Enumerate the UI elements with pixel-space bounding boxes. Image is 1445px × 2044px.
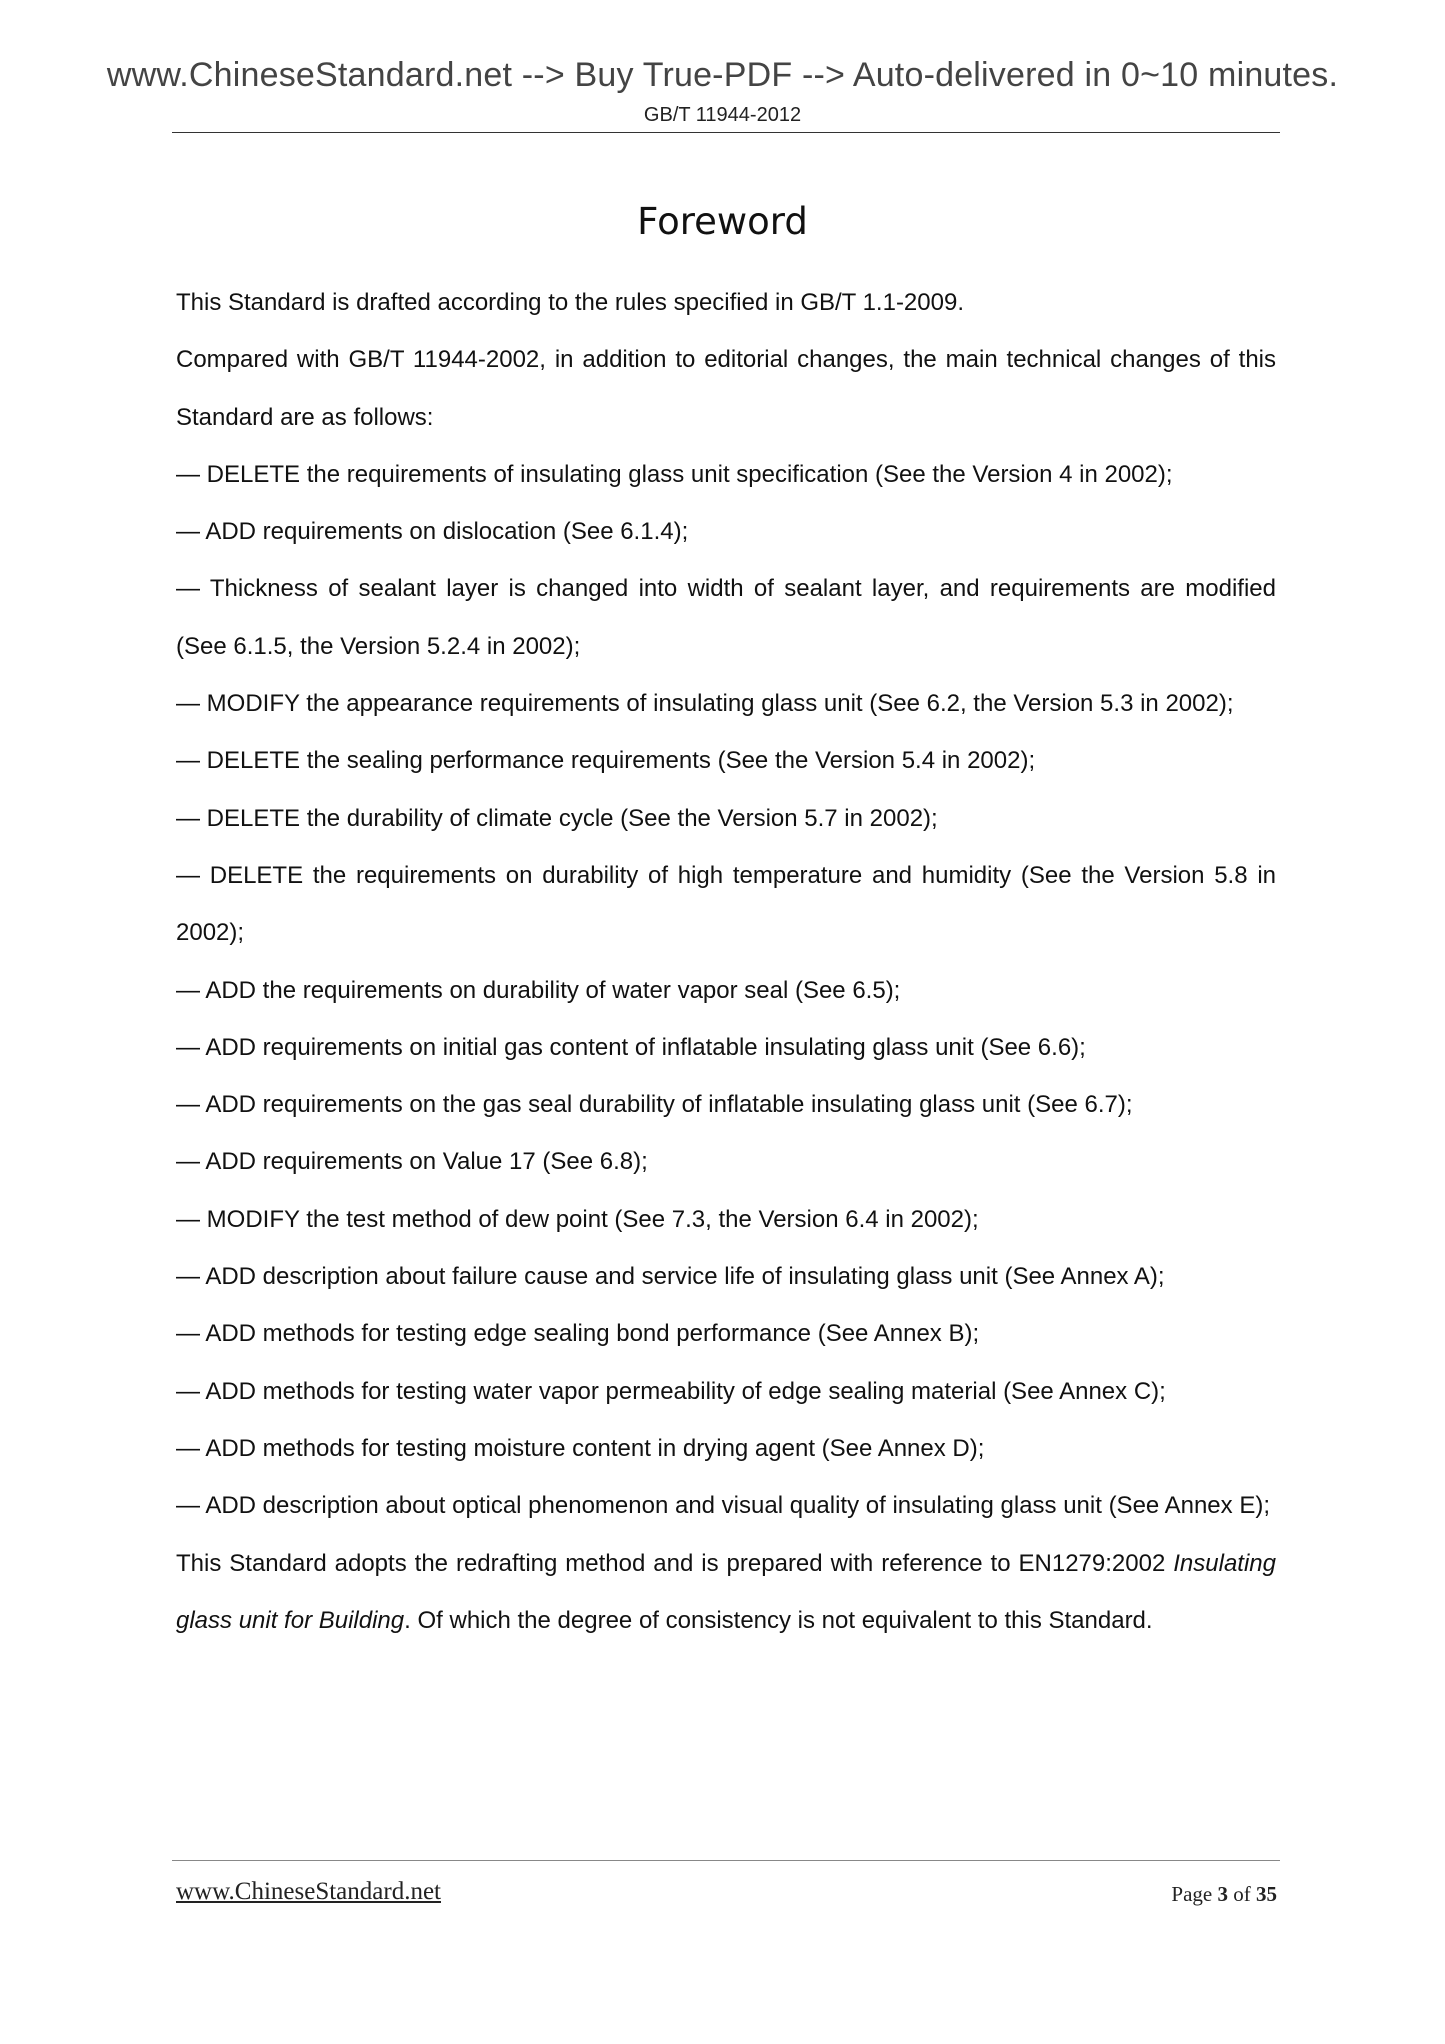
- footer-website-link[interactable]: www.ChineseStandard.net: [176, 1878, 441, 1905]
- page-number: [1171, 1882, 1277, 1907]
- list-item: — DELETE the requirements on durability of high temperature and humidity (See the Version 5.8 in 2002);: [176, 861, 1276, 947]
- closing-text-end: . Of which the degree of consistency is not equivalent to this Standard.: [404, 1606, 1153, 1634]
- page-word: Page: [1171, 1882, 1213, 1906]
- closing-paragraph: [176, 1535, 1276, 1650]
- list-item: — ADD requirements on initial gas content of inflatable insulating glass unit (See 6.6);: [176, 1033, 1086, 1061]
- closing-text-start: This Standard adopts the redrafting method and is prepared with reference to EN1279:2002: [176, 1549, 1174, 1577]
- standard-code: GB/T 11944-2012: [643, 104, 802, 126]
- list-item: — ADD methods for testing edge sealing bond performance (See Annex B);: [176, 1320, 980, 1348]
- list-item: — DELETE the requirements of insulating glass unit specification (See the Version 4 in 2002);: [176, 460, 1173, 488]
- list-item: — DELETE the sealing performance requirements (See the Version 5.4 in 2002);: [176, 747, 1036, 775]
- list-item: — ADD requirements on Value 17 (See 6.8);: [176, 1148, 648, 1176]
- list-item: — ADD requirements on the gas seal durability of inflatable insulating glass unit (See 6.7);: [176, 1091, 1133, 1119]
- page-of: of: [1233, 1882, 1251, 1906]
- list-item: — MODIFY the test method of dew point (See 7.3, the Version 6.4 in 2002);: [176, 1205, 979, 1233]
- list-item: — ADD methods for testing water vapor permeability of edge sealing material (See Annex C);: [176, 1377, 1166, 1405]
- paragraph: This Standard is drafted according to the rules specified in GB/T 1.1-2009.: [176, 289, 964, 316]
- list-item: — ADD description about failure cause and service life of insulating glass unit (See Annex A);: [176, 1263, 1165, 1291]
- list-item: — Thickness of sealant layer is changed into width of sealant layer, and requirements are modified (See 6.1.5, the Version 5.2.4 in 2002);: [176, 575, 1276, 660]
- list-item: — ADD description about optical phenomenon and visual quality of insulating glass unit (See Annex E);: [176, 1492, 1270, 1520]
- footer-divider: [172, 1860, 1280, 1861]
- list-item: — ADD requirements on dislocation (See 6.1.4);: [176, 518, 689, 546]
- referenced-title: Insulating glass unit for Building: [176, 1549, 1276, 1634]
- list-item: — DELETE the durability of climate cycle (See the Version 5.7 in 2002);: [176, 804, 938, 832]
- page-total: 35: [1256, 1882, 1277, 1906]
- list-item: — ADD methods for testing moisture content in drying agent (See Annex D);: [176, 1434, 985, 1462]
- header-divider: [172, 132, 1280, 133]
- header-banner: www.ChineseStandard.net --> Buy True-PDF --> Auto-delivered in 0~10 minutes.: [106, 56, 1339, 94]
- page-title: Foreword: [637, 200, 808, 243]
- foreword-body: [176, 274, 1276, 1649]
- list-item: — MODIFY the appearance requirements of insulating glass unit (See 6.2, the Version 5.3 in 2002);: [176, 690, 1234, 718]
- paragraph: Compared with GB/T 11944-2002, in addition to editorial changes, the main technical changes of this Standard are as follows:: [176, 346, 1276, 431]
- list-item: — ADD the requirements on durability of water vapor seal (See 6.5);: [176, 976, 901, 1004]
- page-current: 3: [1217, 1882, 1228, 1906]
